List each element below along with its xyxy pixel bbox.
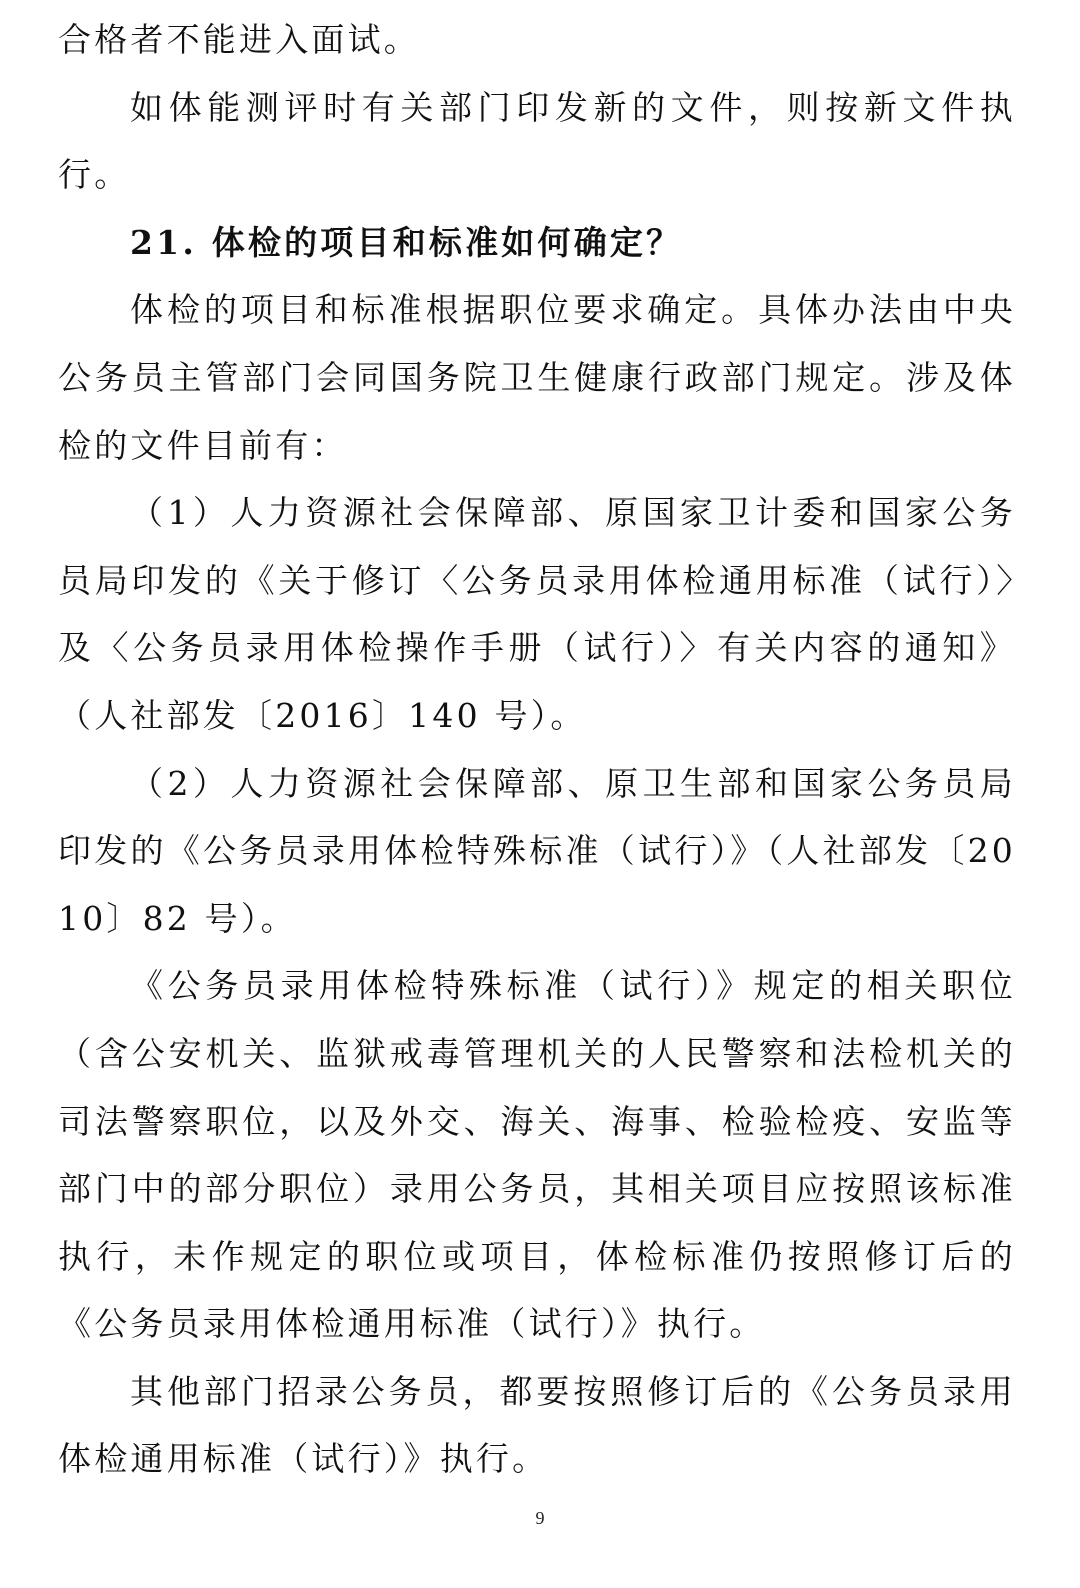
- document-body: [58, 6, 1016, 1493]
- list-item-document-2: （2）人力资源社会保障部、原卫生部和国家公务员局印发的《公务员录用体检特殊标准（试行）》（人社部发〔2010〕82 号）。: [58, 763, 1016, 938]
- paragraph-exam-standards: 体检的项目和标准根据职位要求确定。具体办法由中央公务员主管部门会同国务院卫生健康行政部门规定。涉及体检的文件目前有：: [58, 290, 1016, 465]
- paragraph-special-standards: 《公务员录用体检特殊标准（试行）》规定的相关职位（含公安机关、监狱戒毒管理机关的人民警察和法检机关的司法警察职位，以及外交、海关、海事、检验检疫、安监等部门中的部分职位）录用公务员，其相关项目应按照该标准执行，未作规定的职位或项目，体检标准仍按照修订后的《公务员录用体检通用标准（试行）》执行。: [58, 966, 1016, 1344]
- page-number: 9: [535, 1508, 545, 1528]
- paragraph-other-departments: 其他部门招录公务员，都要按照修订后的《公务员录用体检通用标准（试行）》执行。: [58, 1371, 1016, 1479]
- paragraph-continuation: 合格者不能进入面试。: [58, 20, 420, 59]
- section-heading-21: 21. 体检的项目和标准如何确定？: [130, 222, 683, 262]
- paragraph-fitness-test-note: 如体能测评时有关部门印发新的文件，则按新文件执行。: [58, 87, 1016, 195]
- list-item-document-1: （1）人力资源社会保障部、原国家卫计委和国家公务员局印发的《关于修订〈公务员录用体检通用标准（试行）〉及〈公务员录用体检操作手册（试行）〉有关内容的通知》（人社部发〔2016〕140 号）。: [58, 493, 1016, 735]
